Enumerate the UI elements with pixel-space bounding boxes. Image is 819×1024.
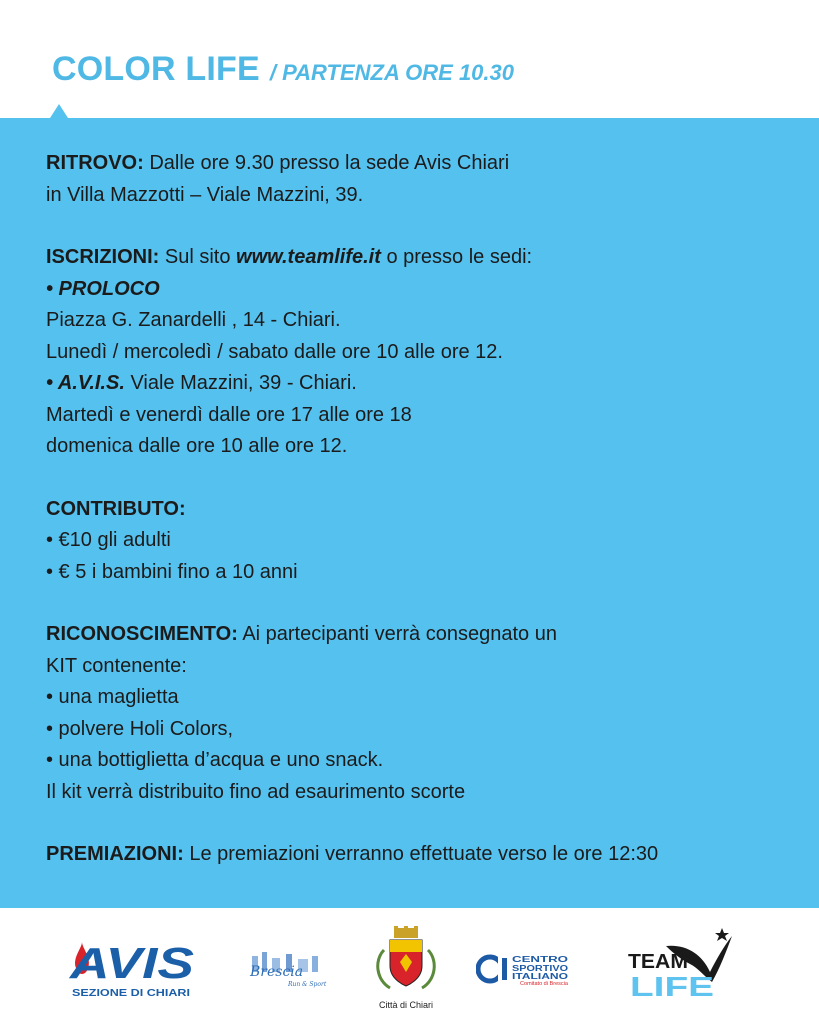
coat-of-arms-icon <box>370 926 442 996</box>
iscrizioni-line1 <box>46 242 806 274</box>
chiari-caption: Città di Chiari <box>378 1000 434 1010</box>
avis-logo <box>66 938 198 1000</box>
section-premiazioni <box>46 839 806 871</box>
header <box>52 50 514 89</box>
kit-item3: • una bottiglietta d’acqua e uno snack. <box>46 749 384 771</box>
info-panel <box>0 118 819 908</box>
csi-line1: CENTRO <box>512 955 568 964</box>
team-logo-line1: TEAM <box>628 951 688 973</box>
section-contributo <box>46 494 806 589</box>
ritrovo-line1 <box>46 148 806 180</box>
avis-logo-caption: SEZIONE DI CHIARI <box>72 988 191 999</box>
iscrizioni-label: ISCRIZIONI: <box>46 246 160 268</box>
page-title: COLOR LIFE <box>52 50 260 88</box>
skyline-building4-icon <box>312 956 318 972</box>
riconoscimento-line3: Il kit verrà distribuito fino ad esaurimento scorte <box>46 780 466 803</box>
section-iscrizioni <box>46 242 806 463</box>
proloco-address: Piazza G. Zanardelli , 14 - Chiari. <box>46 309 341 331</box>
brescia-logo-tagline: Run & Sport <box>288 981 327 988</box>
ritrovo-line2: in Villa Mazzotti – Viale Mazzini, 39. <box>46 183 364 206</box>
contributo-item1: • €10 gli adulti <box>46 529 171 551</box>
avis-logo-text: AVIS <box>68 939 194 988</box>
contributo-label: CONTRIBUTO: <box>46 497 186 520</box>
proloco-name: • PROLOCO <box>46 277 160 300</box>
kit-item2: • polvere Holi Colors, <box>46 717 234 740</box>
premiazioni-line <box>46 839 806 871</box>
panel-notch <box>50 104 68 118</box>
avis-name: • A.V.I.S. <box>46 372 125 394</box>
avis-line <box>46 368 806 400</box>
info-content <box>46 148 806 902</box>
ritrovo-text: Dalle ore 9.30 presso la sede Avis Chiari <box>143 152 510 174</box>
kit-item1: • una maglietta <box>46 686 179 708</box>
riconoscimento-line2: KIT contenente: <box>46 654 187 677</box>
team-logo-line2: LIFE <box>630 971 714 1002</box>
csi-line2: SPORTIVO <box>512 964 568 973</box>
premiazioni-label: PREMIAZIONI: <box>46 843 184 865</box>
sponsor-logos <box>0 908 819 1024</box>
csi-bar-icon <box>502 958 507 980</box>
riconoscimento-label: RICONOSCIMENTO: <box>46 623 238 645</box>
brescia-logo-text: Brescia <box>250 964 304 980</box>
page-subtitle: / PARTENZA ORE 10.30 <box>269 60 514 85</box>
ritrovo-label: RITROVO: <box>46 152 144 174</box>
riconoscimento-text: Ai partecipanti verrà consegnato un <box>237 623 557 645</box>
avis-address: Viale Mazzini, 39 - Chiari. <box>124 372 357 394</box>
csi-logo <box>476 952 572 986</box>
avis-hours2: domenica dalle ore 10 alle ore 12. <box>46 435 348 457</box>
contributo-item2: • € 5 i bambini fino a 10 anni <box>46 560 298 583</box>
premiazioni-text: Le premiazioni verranno effettuate verso le ore 12:30 <box>183 843 659 865</box>
csi-line4: Comitato di Brescia <box>520 981 569 986</box>
proloco-hours: Lunedì / mercoledì / sabato dalle ore 10 alle ore 12. <box>46 340 503 363</box>
riconoscimento-line1 <box>46 619 806 651</box>
brescia-logo <box>244 950 328 988</box>
section-ritrovo <box>46 148 806 211</box>
chiari-crest-logo <box>370 926 442 1022</box>
csi-line3: ITALIANO <box>512 972 568 981</box>
iscrizioni-text-after: o presso le sedi: <box>380 246 533 268</box>
section-riconoscimento <box>46 619 806 808</box>
team-life-logo <box>626 924 738 1004</box>
star-icon <box>715 928 729 941</box>
avis-hours1: Martedì e venerdì dalle ore 17 alle ore 18 <box>46 403 412 426</box>
iscrizioni-text-before: Sul sito <box>159 246 237 268</box>
site-link[interactable]: www.teamlife.it <box>236 246 381 268</box>
